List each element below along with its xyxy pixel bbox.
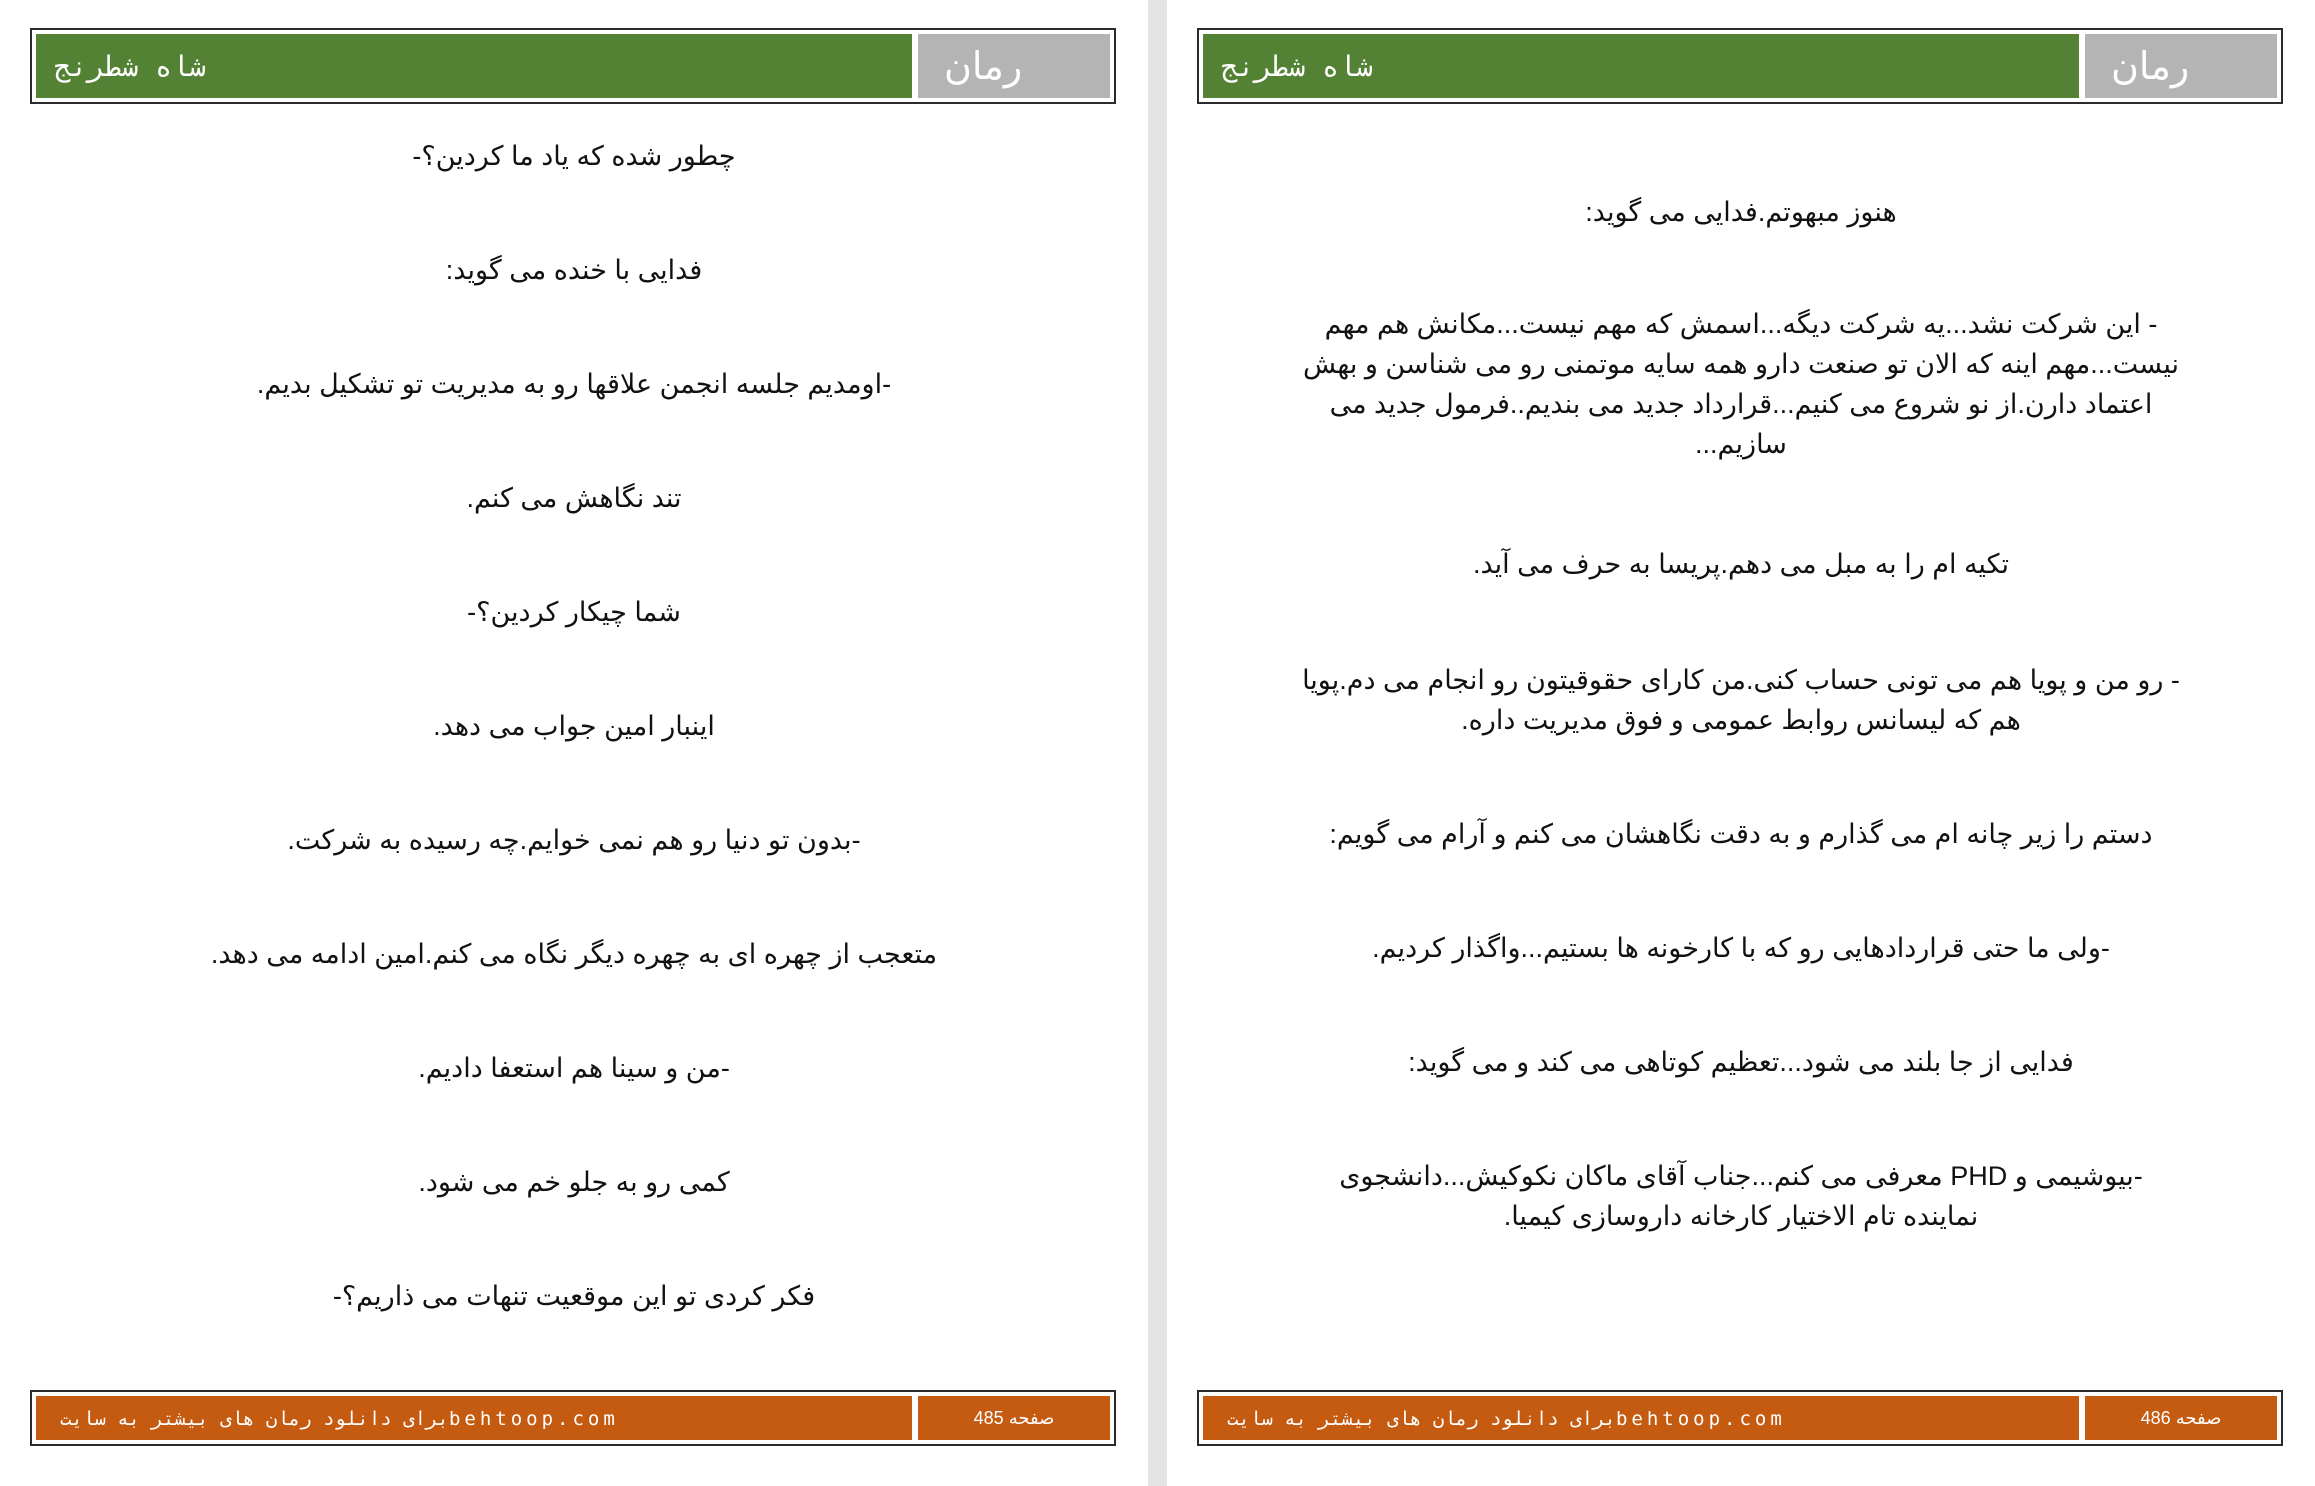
paragraph: کمی رو به جلو خم می شود. [418,1167,730,1197]
paragraph: اینبار امین جواب می دهد. [433,711,715,741]
paragraph: فدایی از جا بلند می شود...تعظیم کوتاهی می کند و می گوید: [1408,1047,2074,1077]
paragraph: -ولی ما حتی قراردادهایی رو که با کارخونه ها بستیم...واگذار کردیم. [1372,933,2110,963]
paragraph: -بیوشیمی و PHD معرفی می کنم...جناب آقای ماکان نکوکیش...دانشجوی نماینده تام الاختیار کارخانه داروسازی کیمیا. [1339,1161,2143,1231]
paragraph: تکیه ام را به مبل می دهم.پریسا به حرف می آید. [1472,549,2010,579]
book-title: شاه شطرنج [54,50,206,83]
site-link[interactable]: برای دانلود رمان های بیشتر به سایتbehtoop.com [60,1408,619,1430]
section-label: رمان [2111,46,2190,88]
page-header [1197,28,2283,104]
page-number: صفحه 485 [973,1408,1055,1428]
page-footer [30,1390,1116,1446]
paragraph: متعجب از چهره ای به چهره دیگر نگاه می کنم.امین ادامه می دهد. [210,939,938,969]
site-link[interactable]: برای دانلود رمان های بیشتر به سایتbehtoop.com [1227,1408,1786,1430]
paragraph: - رو من و پویا هم می تونی حساب کنی.من کارای حقوقیتون رو انجام می دم.پویا هم که لیسانس روابط عمومی و فوق مدیریت داره. [1302,665,2180,735]
section-label: رمان [944,46,1023,88]
paragraph: دستم را زیر چانه ام می گذارم و به دقت نگاهشان می کنم و آرام می گویم: [1329,819,2153,849]
page-number: صفحه 486 [2140,1408,2222,1428]
page-footer [1197,1390,2283,1446]
paragraph: -من و سینا هم استعفا دادیم. [418,1053,730,1083]
section-label-box [918,34,1110,98]
paragraph: فدایی با خنده می گوید: [445,255,703,285]
book-title: شاه شطرنج [1221,50,1373,83]
site-link-bar [1203,1396,2079,1440]
paragraph: - این شرکت نشد...یه شرکت دیگه...اسمش که مهم نیست...مکانش هم مهم نیست...مهم اینه که الان تو صنعت دارو همه سایه موتمنی رو می شناسن و بهش اعتماد دارن.از نو شروع می کنیم...قرارداد جدید می بندیم..فرمول جدید می سازیم... [1302,309,2180,459]
paragraph: فکر کردی تو این موقعیت تنهات می ذاریم؟- [332,1281,816,1311]
site-link-bar [36,1396,912,1440]
book-title-bar [1203,34,2079,98]
book-title-bar [36,34,912,98]
page-486 [1167,0,2315,1486]
page-number-box [2085,1396,2277,1440]
page-header [30,28,1116,104]
paragraph: شما چیکار کردین؟- [467,597,681,627]
section-label-box [2085,34,2277,98]
paragraph: -بدون تو دنیا رو هم نمی خوایم.چه رسیده به شرکت. [287,825,861,855]
paragraph: چطور شده که یاد ما کردین؟- [412,141,736,171]
paragraph: تند نگاهش می کنم. [466,483,682,513]
paragraph: -اومدیم جلسه انجمن علاقها رو به مدیریت تو تشکیل بدیم. [256,369,892,399]
page-number-box [918,1396,1110,1440]
paragraph: هنوز مبهوتم.فدایی می گوید: [1585,197,1897,227]
page-485 [0,0,1148,1486]
